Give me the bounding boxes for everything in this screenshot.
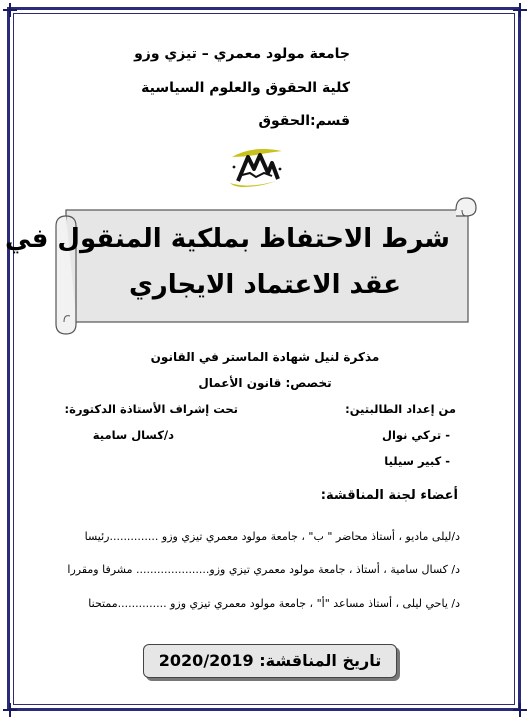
department-name: قسم:الحقوق: [258, 113, 350, 129]
committee-member: د/ ياحي ليلى ، أستاذ مساعد "أ" ، جامعة مولود معمري تيزي وزو ..............ممتحنا: [88, 597, 460, 610]
supervisor-label: تحت إشراف الأستاذة الدكتورة:: [64, 402, 238, 416]
title-scroll-banner: [5, 196, 482, 336]
thesis-title-line-2: عقد الاعتماد الايجاري: [128, 270, 402, 300]
committee-member: د/ كسال سامية ، أستاذ ، جامعة مولود معمري تيزي وزو..................... مشرفا ومقررا: [67, 563, 460, 576]
students-label: من إعداد الطالبتين:: [345, 402, 456, 416]
corner-ornament: [513, 3, 527, 17]
corner-ornament: [513, 703, 527, 717]
student-name: - كبير سيليا: [384, 454, 450, 468]
committee-member: د/ليلى ماديو ، أستاذ محاضر " ب" ، جامعة مولود معمري تيزي وزو ..............رئيسا: [84, 530, 460, 543]
university-name: جامعة مولود معمري – تيزي وزو: [134, 46, 350, 62]
degree-line: مذكرة لنيل شهادة الماستر في القانون: [150, 350, 380, 364]
university-logo-icon: [226, 143, 288, 191]
thesis-title-line-1: شرط الاحتفاظ بملكية المنقول في: [5, 224, 450, 254]
specialty-line: تخصص: قانون الأعمال: [198, 376, 332, 390]
student-name: - تركي نوال: [381, 428, 450, 442]
corner-ornament: [3, 3, 17, 17]
defense-date: تاريخ المناقشة: 2020/2019: [143, 644, 397, 678]
supervisor-name: د/كسال سامية: [92, 428, 174, 442]
faculty-name: كلية الحقوق والعلوم السياسية: [141, 80, 350, 96]
committee-heading: أعضاء لجنة المناقشة:: [320, 488, 458, 503]
corner-ornament: [3, 703, 17, 717]
